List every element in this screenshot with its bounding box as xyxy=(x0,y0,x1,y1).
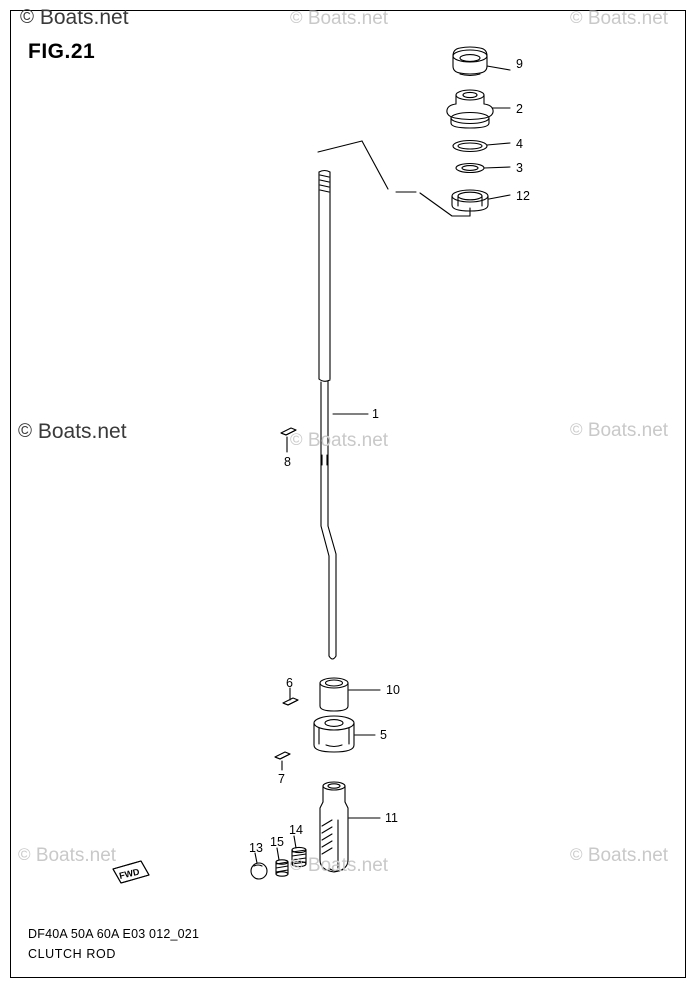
part-3-shape xyxy=(456,164,484,173)
part-7-shape xyxy=(275,752,290,759)
callout-6: 6 xyxy=(286,676,293,690)
part-1-shape xyxy=(319,171,336,660)
callout-9: 9 xyxy=(516,57,523,71)
part-13-shape xyxy=(251,863,267,879)
callout-14: 14 xyxy=(289,823,303,837)
callout-8: 8 xyxy=(284,455,291,469)
part-2-shape xyxy=(447,90,493,128)
callout-15: 15 xyxy=(270,835,284,849)
figure-title: FIG.21 xyxy=(28,40,96,63)
fwd-marker-label: FWD xyxy=(118,866,141,881)
part-5-shape xyxy=(314,716,354,752)
watermark: © Boats.net xyxy=(290,855,389,876)
watermark: © Boats.net xyxy=(570,420,669,441)
part-4-shape xyxy=(453,141,487,152)
callout-3: 3 xyxy=(516,161,523,175)
leader-assembly-diag-a xyxy=(362,141,388,189)
leader-4 xyxy=(487,143,510,145)
watermark: © Boats.net xyxy=(18,845,117,866)
figure-caption-code: DF40A 50A 60A E03 012_021 xyxy=(28,927,200,941)
callout-1: 1 xyxy=(372,407,379,421)
leader-14 xyxy=(294,836,296,848)
callout-11: 11 xyxy=(385,811,398,825)
callout-10: 10 xyxy=(386,683,400,697)
leader-3 xyxy=(484,167,510,168)
watermark: © Boats.net xyxy=(290,8,389,29)
leader-15 xyxy=(277,848,279,860)
callout-2: 2 xyxy=(516,102,523,116)
leader-9 xyxy=(487,66,510,70)
callout-4: 4 xyxy=(516,137,523,151)
callout-13: 13 xyxy=(249,841,263,855)
watermark: © Boats.net xyxy=(290,430,389,451)
leader-12 xyxy=(489,195,510,199)
leader-assembly-lower xyxy=(420,193,470,216)
leader-assembly-upper xyxy=(318,141,362,152)
watermark: © Boats.net xyxy=(18,420,127,443)
callout-5: 5 xyxy=(380,728,387,742)
callout-12: 12 xyxy=(516,189,530,203)
watermark: © Boats.net xyxy=(20,6,129,29)
watermark: © Boats.net xyxy=(570,8,669,29)
callout-7: 7 xyxy=(278,772,285,786)
part-15-shape xyxy=(276,860,288,876)
part-10-shape xyxy=(320,678,348,711)
figure-caption-name: CLUTCH ROD xyxy=(28,947,116,961)
watermark: © Boats.net xyxy=(570,845,669,866)
part-9-shape xyxy=(453,47,487,76)
